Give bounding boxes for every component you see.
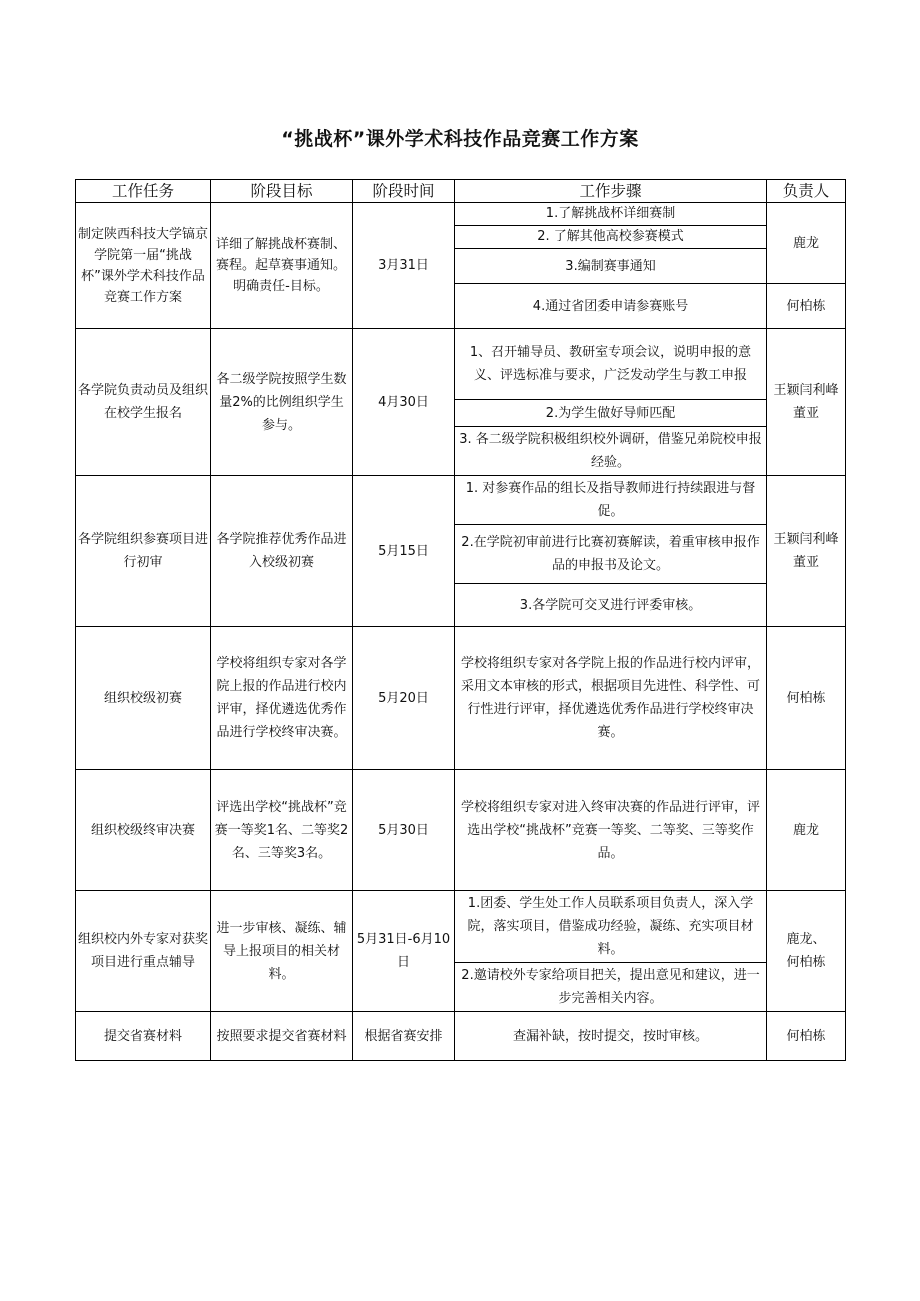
table-row	[76, 770, 846, 891]
task-cell: 组织校级初赛	[76, 627, 211, 770]
step-cell: 2.在学院初审前进行比赛初赛解读，着重审核申报作品的申报书及论文。	[455, 525, 767, 584]
owner-cell: 鹿龙、 何柏栋	[767, 891, 846, 1012]
table-row	[76, 203, 846, 226]
owner-cell: 鹿龙	[767, 203, 846, 284]
header-task: 工作任务	[76, 180, 211, 203]
step-cell: 4.通过省团委申请参赛账号	[455, 284, 767, 329]
table-row	[76, 1012, 846, 1061]
step-cell: 1.团委、学生处工作人员联系项目负责人，深入学院，落实项目，借鉴成功经验，凝练、充实项目材料。	[455, 891, 767, 963]
table-row	[76, 329, 846, 400]
goal-cell: 详细了解挑战杯赛制、赛程。起草赛事通知。 明确责任-目标。	[211, 203, 353, 329]
owner-cell: 何柏栋	[767, 284, 846, 329]
time-cell: 4月30日	[353, 329, 455, 476]
header-steps: 工作步骤	[455, 180, 767, 203]
owner-cell: 何柏栋	[767, 1012, 846, 1061]
step-cell: 1. 对参赛作品的组长及指导教师进行持续跟进与督促。	[455, 476, 767, 525]
step-cell: 2.为学生做好导师匹配	[455, 400, 767, 427]
header-goal: 阶段目标	[211, 180, 353, 203]
header-row	[76, 180, 846, 203]
time-cell: 5月15日	[353, 476, 455, 627]
header-time: 阶段时间	[353, 180, 455, 203]
page-title: “挑战杯”课外学术科技作品竞赛工作方案	[281, 128, 639, 150]
header-owner: 负责人	[767, 180, 846, 203]
step-cell: 学校将组织专家对各学院上报的作品进行校内评审，采用文本审核的形式，根据项目先进性、科学性、可行性进行评审，择优遴选优秀作品进行学校终审决赛。	[455, 627, 767, 770]
task-cell: 提交省赛材料	[76, 1012, 211, 1061]
step-cell: 2.邀请校外专家给项目把关，提出意见和建议，进一步完善相关内容。	[455, 963, 767, 1012]
step-cell: 3. 各二级学院积极组织校外调研，借鉴兄弟院校申报经验。	[455, 427, 767, 476]
goal-cell: 各学院推荐优秀作品进入校级初赛	[211, 476, 353, 627]
goal-cell: 按照要求提交省赛材料	[211, 1012, 353, 1061]
task-cell: 组织校内外专家对获奖项目进行重点辅导	[76, 891, 211, 1012]
step-cell: 学校将组织专家对进入终审决赛的作品进行评审，评选出学校“挑战杯”竞赛一等奖、二等奖、三等奖作品。	[455, 770, 767, 891]
table-row	[76, 891, 846, 963]
table-row	[76, 476, 846, 525]
step-cell: 3.各学院可交叉进行评委审核。	[455, 584, 767, 627]
task-cell: 各学院组织参赛项目进行初审	[76, 476, 211, 627]
time-cell: 5月20日	[353, 627, 455, 770]
step-cell: 2. 了解其他高校参赛模式	[455, 226, 767, 249]
time-cell: 5月30日	[353, 770, 455, 891]
goal-cell: 评选出学校“挑战杯”竞赛一等奖1名、二等奖2名、三等奖3名。	[211, 770, 353, 891]
owner-cell: 鹿龙	[767, 770, 846, 891]
step-cell: 1、召开辅导员、教研室专项会议，说明申报的意义、评选标准与要求，广泛发动学生与教工申报	[455, 329, 767, 400]
table-row	[76, 627, 846, 770]
task-cell: 各学院负责动员及组织在校学生报名	[76, 329, 211, 476]
work-plan-table	[75, 179, 846, 1061]
task-cell: 组织校级终审决赛	[76, 770, 211, 891]
step-cell: 查漏补缺，按时提交，按时审核。	[455, 1012, 767, 1061]
goal-cell: 各二级学院按照学生数量2%的比例组织学生参与。	[211, 329, 353, 476]
step-cell: 3.编制赛事通知	[455, 249, 767, 284]
time-cell: 5月31日-6月10日	[353, 891, 455, 1012]
time-cell: 根据省赛安排	[353, 1012, 455, 1061]
goal-cell: 进一步审核、凝练、辅导上报项目的相关材料。	[211, 891, 353, 1012]
step-cell: 1.了解挑战杯详细赛制	[455, 203, 767, 226]
goal-cell: 学校将组织专家对各学院上报的作品进行校内评审，择优遴选优秀作品进行学校终审决赛。	[211, 627, 353, 770]
owner-cell: 何柏栋	[767, 627, 846, 770]
owner-cell: 王颖闫利峰董亚	[767, 329, 846, 476]
owner-cell: 王颖闫利峰董亚	[767, 476, 846, 627]
task-cell: 制定陕西科技大学镐京学院第一届“挑战杯”课外学术科技作品竞赛工作方案	[76, 203, 211, 329]
time-cell: 3月31日	[353, 203, 455, 329]
